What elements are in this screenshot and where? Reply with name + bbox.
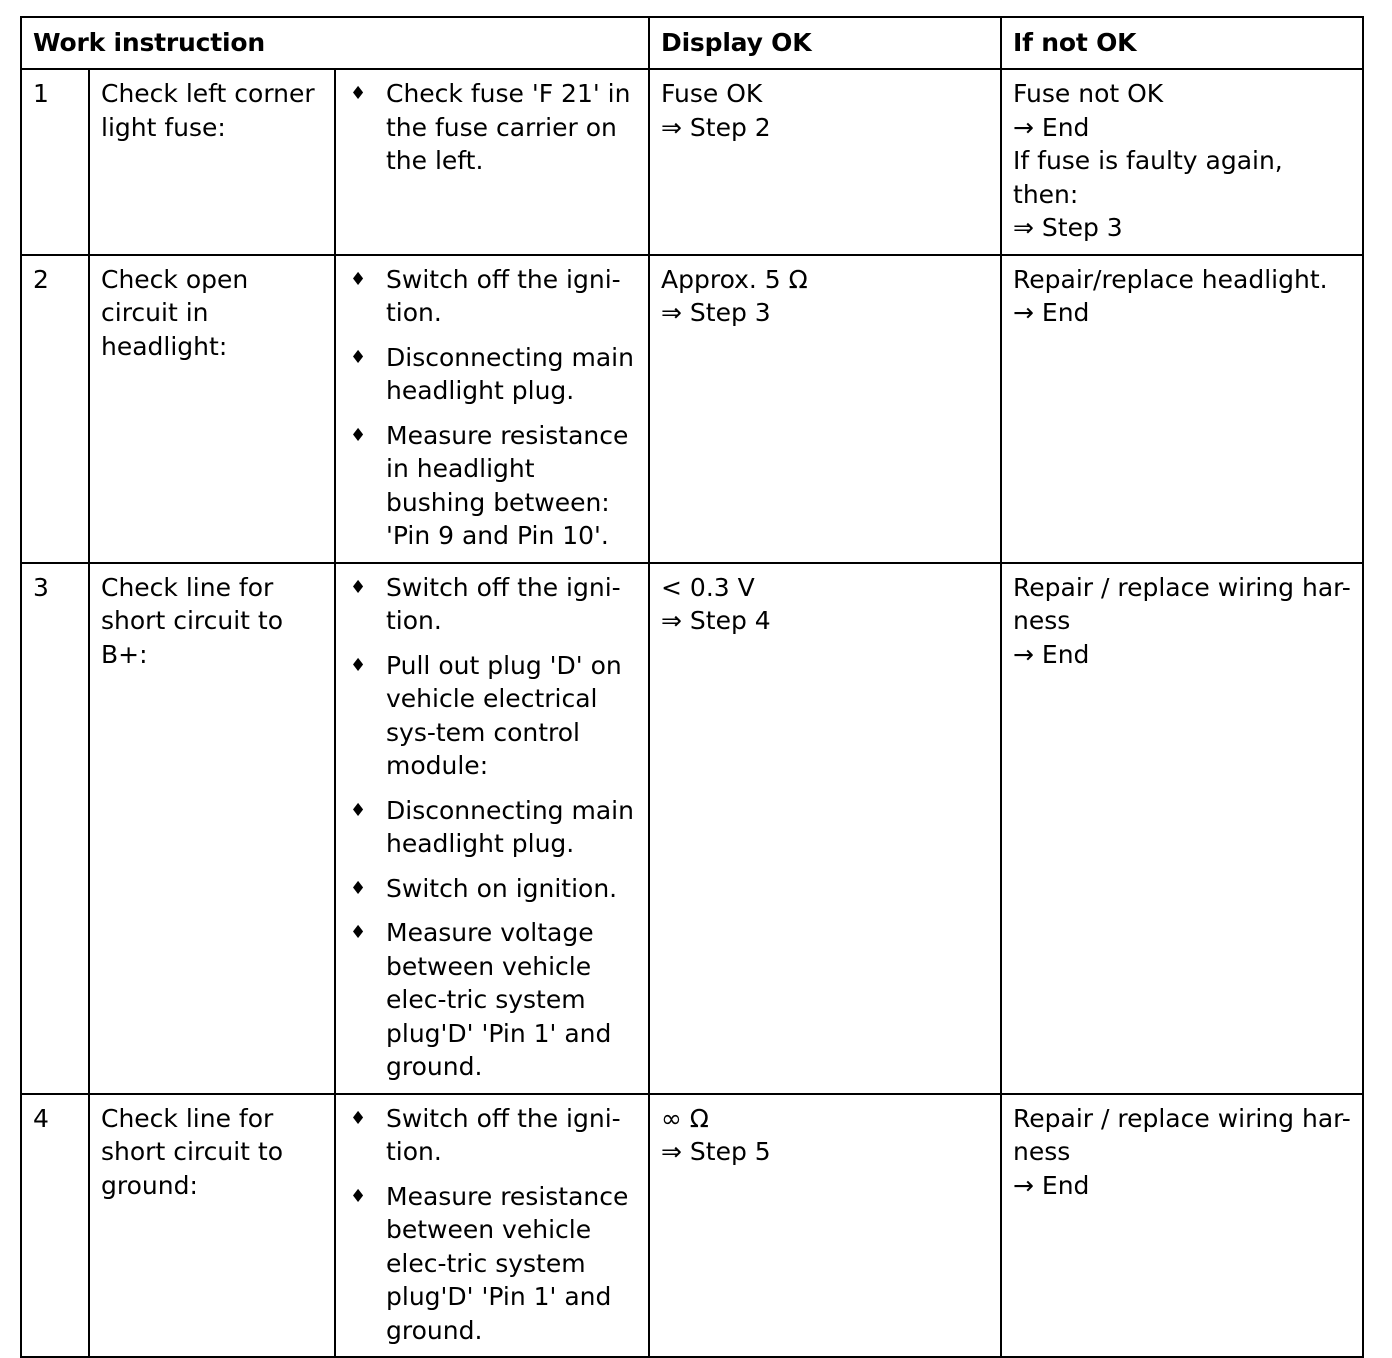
action-item [347, 794, 638, 861]
step-actions [335, 563, 649, 1094]
action-item [347, 341, 638, 408]
if-not-ok-cell [1001, 69, 1363, 255]
action-text: Pull out plug 'D' on vehicle electrical sys-tem control module: [386, 650, 622, 780]
action-text: Disconnecting main headlight plug. [386, 342, 634, 405]
if-not-ok-line: Repair / replace wiring har-ness [1013, 1103, 1351, 1166]
if-not-ok-line: → End [1013, 1170, 1090, 1200]
action-text: Disconnecting main headlight plug. [386, 795, 634, 858]
display-ok-cell [649, 255, 1001, 563]
if-not-ok-line: Fuse not OK [1013, 79, 1164, 108]
action-item [347, 571, 638, 638]
action-text: Switch off the igni-tion. [386, 1103, 621, 1166]
diamond-bullet-icon: ♦ [350, 1185, 367, 1207]
step-actions [335, 69, 649, 255]
step-number: 1 [21, 69, 89, 255]
step-title: Check open circuit in headlight: [89, 255, 335, 563]
action-text: Switch off the igni-tion. [386, 264, 621, 327]
action-item [347, 77, 638, 178]
table-row [21, 255, 1363, 563]
diamond-bullet-icon: ♦ [350, 268, 367, 290]
action-text: Measure resistance in headlight bushing between: 'Pin 9 and Pin 10'. [386, 420, 629, 550]
action-item [347, 649, 638, 783]
diamond-bullet-icon: ♦ [350, 877, 367, 899]
action-item [347, 1180, 638, 1348]
diamond-bullet-icon: ♦ [350, 922, 367, 943]
diamond-bullet-icon: ♦ [350, 346, 367, 368]
display-ok-line: ⇒ Step 4 [661, 606, 771, 635]
display-ok-cell [649, 69, 1001, 255]
diamond-bullet-icon: ♦ [350, 1107, 367, 1129]
if-not-ok-cell [1001, 255, 1363, 563]
display-ok-line: ⇒ Step 5 [661, 1137, 771, 1166]
display-ok-line: Fuse OK [661, 79, 763, 108]
action-item [347, 419, 638, 553]
diamond-bullet-icon: ♦ [350, 83, 367, 104]
if-not-ok-cell [1001, 563, 1363, 1094]
if-not-ok-line: ⇒ Step 3 [1013, 213, 1123, 242]
table-row [21, 1094, 1363, 1358]
action-text: Switch off the igni-tion. [386, 572, 621, 635]
if-not-ok-line: Repair / replace wiring har-ness [1013, 572, 1351, 635]
table-row [21, 69, 1363, 255]
step-actions [335, 255, 649, 563]
step-title: Check line for short circuit to B+: [89, 563, 335, 1094]
diamond-bullet-icon: ♦ [350, 654, 367, 676]
step-number: 3 [21, 563, 89, 1094]
action-text: Measure resistance between vehicle elec-tric system plug'D' 'Pin 1' and ground. [386, 1181, 629, 1345]
action-item [347, 263, 638, 330]
header-display-ok: Display OK [649, 17, 1001, 69]
step-actions [335, 1094, 649, 1358]
step-number: 2 [21, 255, 89, 563]
diamond-bullet-icon: ♦ [350, 576, 367, 598]
step-title: Check line for short circuit to ground: [89, 1094, 335, 1358]
display-ok-line: ∞ Ω [661, 1103, 709, 1133]
if-not-ok-line: If fuse is faulty again, then: [1013, 146, 1283, 209]
display-ok-line: ⇒ Step 3 [661, 298, 771, 327]
if-not-ok-line: → End [1013, 298, 1090, 327]
display-ok-line: ⇒ Step 2 [661, 112, 771, 142]
action-text: Measure voltage between vehicle elec-tric system plug'D' 'Pin 1' and ground. [386, 918, 612, 1081]
display-ok-line: Approx. 5 Ω [661, 264, 808, 294]
work-instruction-table [20, 16, 1364, 1358]
header-if-not-ok: If not OK [1001, 17, 1363, 69]
diamond-bullet-icon: ♦ [350, 799, 367, 821]
table-row [21, 563, 1363, 1094]
if-not-ok-cell [1001, 1094, 1363, 1358]
action-text: Switch on ignition. [386, 873, 618, 903]
action-item [347, 1102, 638, 1169]
if-not-ok-line: → End [1013, 639, 1090, 669]
action-text: Check fuse 'F 21' in the fuse carrier on the left. [386, 79, 631, 175]
step-title: Check left corner light fuse: [89, 69, 335, 255]
display-ok-cell [649, 1094, 1001, 1358]
action-item [347, 872, 638, 906]
display-ok-cell [649, 563, 1001, 1094]
step-number: 4 [21, 1094, 89, 1358]
header-work-instruction: Work instruction [21, 17, 649, 69]
if-not-ok-line: → End [1013, 112, 1090, 142]
if-not-ok-line: Repair/replace headlight. [1013, 264, 1328, 294]
header-row [21, 17, 1363, 69]
display-ok-line: < 0.3 V [661, 572, 755, 602]
action-item [347, 916, 638, 1084]
diamond-bullet-icon: ♦ [350, 424, 367, 446]
